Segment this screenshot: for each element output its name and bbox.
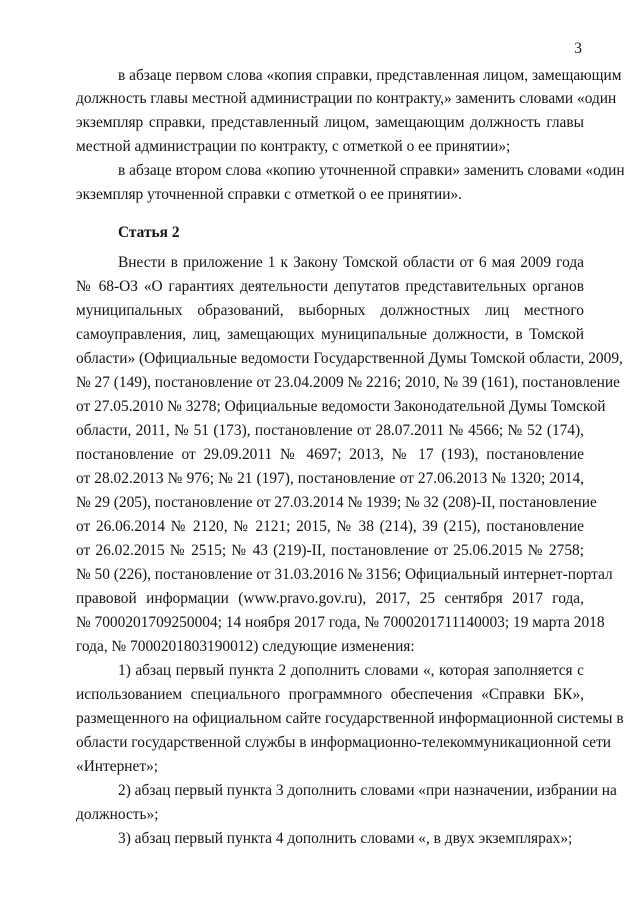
text-line: года, № 7000201803190012) следующие изменения:: [76, 638, 415, 655]
article-heading: Статья 2: [118, 224, 180, 241]
text-line: правовой информации (www.pravo.gov.ru), 2017, 25 сентября 2017 года,: [76, 590, 584, 607]
text-line: от 26.02.2015 № 2515; № 43 (219)-II, постановление от 25.06.2015 № 2758;: [76, 542, 584, 559]
text-line: области, 2011, № 51 (173), постановление от 28.07.2011 № 4566; № 52 (174),: [76, 422, 584, 439]
text-line: от 28.02.2013 № 976; № 21 (197), постановление от 27.06.2013 № 1320; 2014,: [76, 470, 584, 487]
text-line: местной администрации по контракту, с отметкой о ее принятии»;: [76, 138, 511, 155]
text-line: № 29 (205), постановление от 27.03.2014 № 1939; № 32 (208)-II, постановление: [76, 494, 597, 511]
text-line: Внести в приложение 1 к Закону Томской области от 6 мая 2009 года: [118, 254, 584, 271]
text-line: экземпляр уточненной справки с отметкой о ее принятии».: [76, 186, 463, 203]
text-line: постановление от 29.09.2011 № 4697; 2013, № 17 (193), постановление: [76, 446, 584, 463]
text-line: от 26.06.2014 № 2120, № 2121; 2015, № 38 (214), 39 (215), постановление: [76, 518, 584, 535]
text-line: размещенного на официальном сайте государственной информационной системы в: [76, 710, 624, 727]
text-line: экземпляр справки, представленный лицом, замещающим должность главы: [76, 114, 584, 131]
text-line: № 50 (226), постановление от 31.03.2016 № 3156; Официальный интернет-портал: [76, 566, 613, 583]
text-line: должность»;: [76, 806, 159, 823]
text-line: области государственной службы в информационно-телекоммуникационной сети: [76, 734, 612, 751]
text-line: должность главы местной администрации по контракту,» заменить словами «один: [76, 90, 617, 107]
page-number: 3: [574, 40, 582, 57]
text-line: «Интернет»;: [76, 758, 159, 775]
text-line: № 27 (149), постановление от 23.04.2009 № 2216; 2010, № 39 (161), постановление: [76, 374, 620, 391]
text-line: муниципальных образований, выборных должностных лиц местного: [76, 302, 584, 319]
text-line: области» (Официальные ведомости Государственной Думы Томской области, 2009,: [76, 350, 623, 367]
text-line: в абзаце первом слова «копия справки, представленная лицом, замещающим: [118, 67, 622, 84]
text-line: использованием специального программного обеспечения «Справки БК»,: [76, 686, 584, 703]
text-line: 3) абзац первый пункта 4 дополнить словами «, в двух экземплярах»;: [118, 830, 573, 847]
text-line: самоуправления, лиц, замещающих муниципальные должности, в Томской: [76, 326, 584, 343]
text-line: № 68-ОЗ «О гарантиях деятельности депутатов представительных органов: [76, 278, 584, 295]
text-line: от 27.05.2010 № 3278; Официальные ведомости Законодательной Думы Томской: [76, 398, 606, 415]
text-line: в абзаце втором слова «копию уточненной справки» заменить словами «один: [118, 162, 625, 179]
text-line: 1) абзац первый пункта 2 дополнить словами «, которая заполняется с: [118, 662, 584, 679]
text-line: 2) абзац первый пункта 3 дополнить словами «при назначении, избрании на: [118, 782, 617, 799]
text-line: № 7000201709250004; 14 ноября 2017 года, № 7000201711140003; 19 марта 2018: [76, 614, 605, 631]
